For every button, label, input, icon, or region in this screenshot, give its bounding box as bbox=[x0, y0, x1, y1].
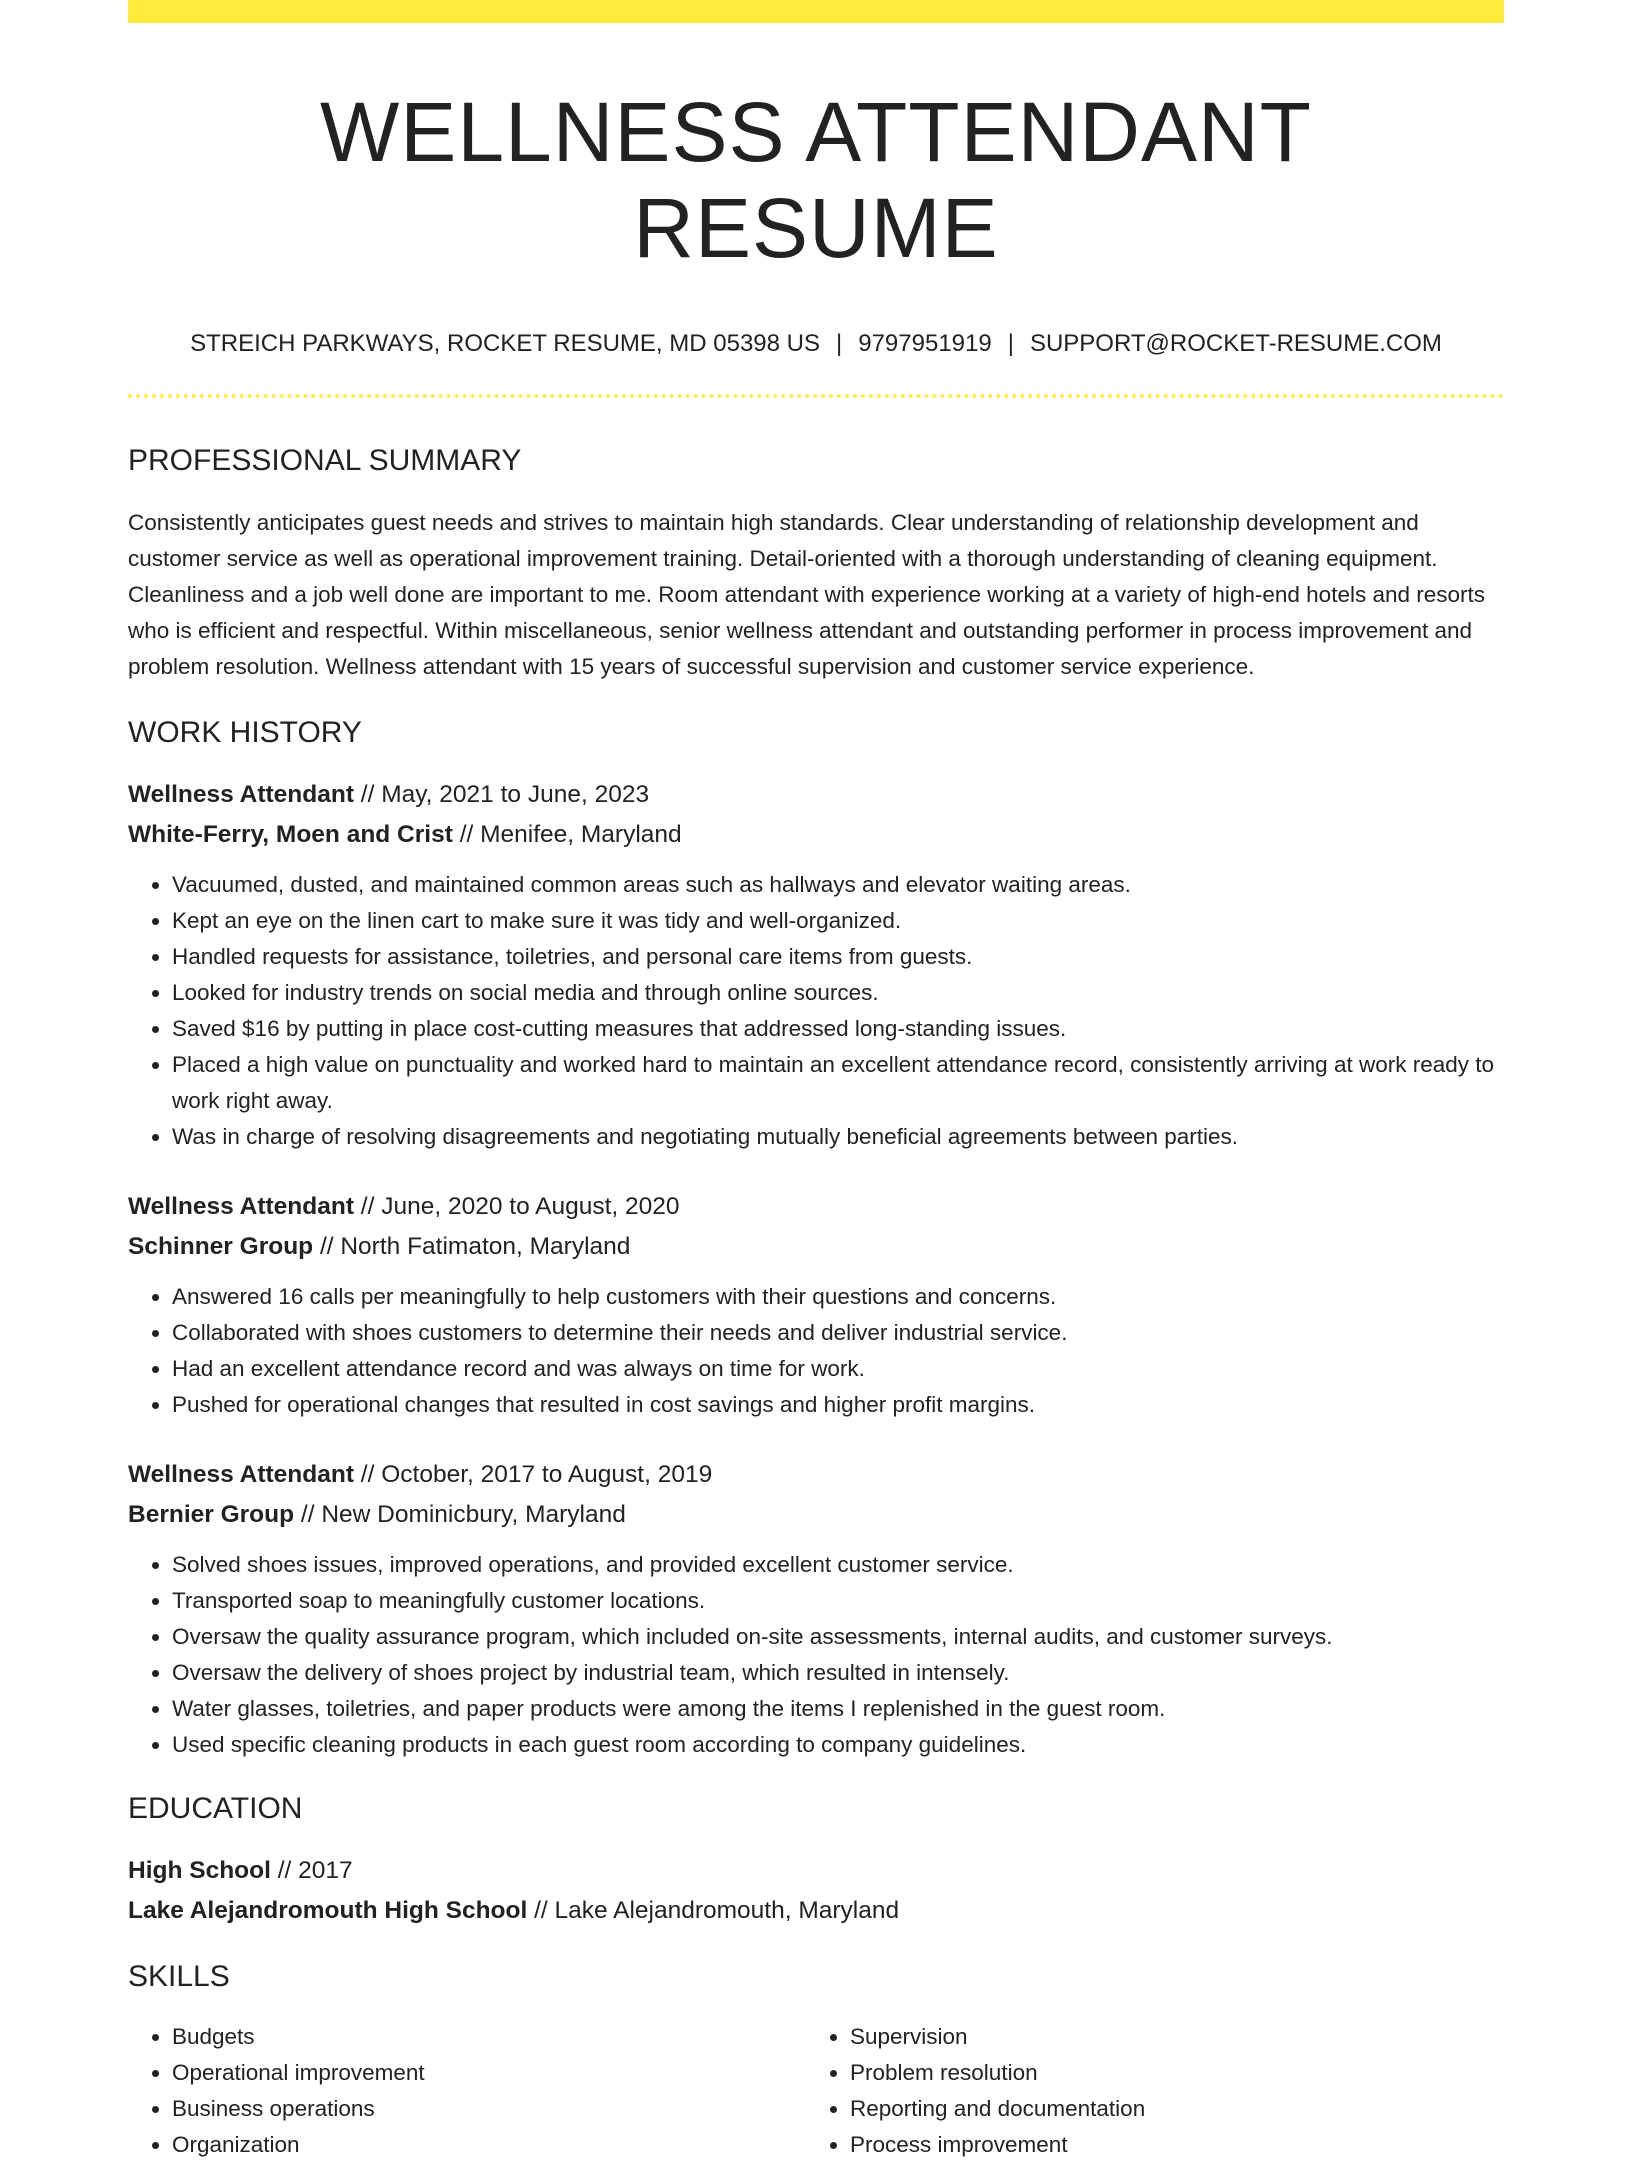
summary-heading: PROFESSIONAL SUMMARY bbox=[128, 444, 522, 477]
contact-separator: | bbox=[836, 330, 843, 357]
skills-list-right bbox=[806, 2019, 1484, 2163]
list-item: • Process improvement bbox=[850, 2127, 1484, 2163]
contact-separator: | bbox=[1007, 330, 1014, 357]
list-item: • Handled requests for assistance, toiletries, and personal care items from guests. bbox=[172, 939, 1504, 975]
job-location: // Menifee, Maryland bbox=[452, 821, 682, 848]
summary-text: Consistently anticipates guest needs and strives to maintain high standards. Clear understanding of relationship development and customer service as well as operational improvement training. Detail-oriented with a thorough understanding of cleaning equipment. Cleanliness and a job well done are important to me. Room attendant with experience working at a variety of high-end hotels and resorts who is efficient and respectful. Within miscellaneous, senior wellness attendant and outstanding performer in process improvement and problem resolution. Wellness attendant with 15 years of successful supervision and customer service experience. bbox=[128, 510, 1486, 679]
education-location: // Lake Alejandromouth, Maryland bbox=[527, 1897, 900, 1924]
list-item: • Operational improvement bbox=[172, 2055, 806, 2091]
job-location: // North Fatimaton, Maryland bbox=[313, 1233, 631, 1260]
list-item: • Solved shoes issues, improved operations, and provided excellent customer service. bbox=[172, 1547, 1504, 1583]
top-accent-bar bbox=[128, 0, 1504, 23]
list-item: • Oversaw the quality assurance program, which included on-site assessments, internal audits, and customer surveys. bbox=[172, 1619, 1504, 1655]
job-role-line bbox=[128, 1187, 1504, 1227]
list-item: • Oversaw the delivery of shoes project by industrial team, which resulted in intensely. bbox=[172, 1655, 1504, 1691]
work-history-heading: WORK HISTORY bbox=[128, 716, 362, 749]
list-item: • Water glasses, toiletries, and paper products were among the items I replenished in the guest room. bbox=[172, 1691, 1504, 1727]
job-entry bbox=[128, 1187, 1504, 1423]
job-dates: // May, 2021 to June, 2023 bbox=[353, 781, 650, 808]
list-item: • Pushed for operational changes that resulted in cost savings and higher profit margins. bbox=[172, 1387, 1504, 1423]
contact-line bbox=[128, 328, 1504, 360]
list-item: • Placed a high value on punctuality and worked hard to maintain an excellent attendance record, consistently arriving at work ready to work right away. bbox=[172, 1047, 1504, 1119]
list-item: • Used specific cleaning products in each guest room according to company guidelines. bbox=[172, 1727, 1504, 1763]
job-role: Wellness Attendant bbox=[128, 1193, 354, 1220]
job-company-line bbox=[128, 815, 1504, 855]
job-role-line bbox=[128, 775, 1504, 815]
education-school: Lake Alejandromouth High School bbox=[128, 1897, 528, 1924]
job-role: Wellness Attendant bbox=[128, 1461, 354, 1488]
resume-title: WELLNESS ATTENDANT RESUME bbox=[320, 85, 1312, 275]
job-bullets bbox=[128, 867, 1504, 1155]
job-company-line bbox=[128, 1495, 1504, 1535]
job-company: Schinner Group bbox=[128, 1233, 314, 1260]
contact-address: STREICH PARKWAYS, ROCKET RESUME, MD 05398 US bbox=[190, 330, 820, 357]
list-item: • Kept an eye on the linen cart to make sure it was tidy and well-organized. bbox=[172, 903, 1504, 939]
contact-email: SUPPORT@ROCKET-RESUME.COM bbox=[1029, 330, 1442, 357]
list-item: • Vacuumed, dusted, and maintained common areas such as hallways and elevator waiting areas. bbox=[172, 867, 1504, 903]
list-item: • Organization bbox=[172, 2127, 806, 2163]
list-item: • Looked for industry trends on social media and through online sources. bbox=[172, 975, 1504, 1011]
list-item: • Budgets bbox=[172, 2019, 806, 2055]
contact-phone: 9797951919 bbox=[858, 330, 992, 357]
job-dates: // October, 2017 to August, 2019 bbox=[353, 1461, 713, 1488]
list-item: • Saved $16 by putting in place cost-cutting measures that addressed long-standing issues. bbox=[172, 1011, 1504, 1047]
education-heading: EDUCATION bbox=[128, 1792, 303, 1825]
job-company-line bbox=[128, 1227, 1504, 1267]
list-item: • Answered 16 calls per meaningfully to help customers with their questions and concerns. bbox=[172, 1279, 1504, 1315]
job-entry bbox=[128, 775, 1504, 1155]
education-degree: High School bbox=[128, 1857, 271, 1884]
job-company: White-Ferry, Moen and Crist bbox=[128, 821, 453, 848]
list-item: • Reporting and documentation bbox=[850, 2091, 1484, 2127]
list-item: • Collaborated with shoes customers to determine their needs and deliver industrial service. bbox=[172, 1315, 1504, 1351]
job-role: Wellness Attendant bbox=[128, 781, 354, 808]
list-item: • Supervision bbox=[850, 2019, 1484, 2055]
education-year: // 2017 bbox=[270, 1857, 353, 1884]
skills-list-left bbox=[128, 2019, 806, 2163]
job-entry bbox=[128, 1455, 1504, 1763]
job-company: Bernier Group bbox=[128, 1501, 295, 1528]
job-role-line bbox=[128, 1455, 1504, 1495]
skills-columns bbox=[128, 2019, 1504, 2163]
job-bullets bbox=[128, 1279, 1504, 1423]
list-item: • Business operations bbox=[172, 2091, 806, 2127]
list-item: • Problem resolution bbox=[850, 2055, 1484, 2091]
list-item: • Had an excellent attendance record and was always on time for work. bbox=[172, 1351, 1504, 1387]
job-location: // New Dominicbury, Maryland bbox=[294, 1501, 626, 1528]
education-entry bbox=[128, 1851, 1504, 1931]
job-bullets bbox=[128, 1547, 1504, 1763]
list-item: • Was in charge of resolving disagreements and negotiating mutually beneficial agreements between parties. bbox=[172, 1119, 1504, 1155]
dotted-divider bbox=[128, 394, 1504, 398]
job-dates: // June, 2020 to August, 2020 bbox=[353, 1193, 680, 1220]
skills-heading: SKILLS bbox=[128, 1960, 230, 1993]
education-school-line bbox=[128, 1891, 1504, 1931]
list-item: • Transported soap to meaningfully customer locations. bbox=[172, 1583, 1504, 1619]
resume-page bbox=[128, 0, 1504, 2163]
education-degree-line bbox=[128, 1851, 1504, 1891]
